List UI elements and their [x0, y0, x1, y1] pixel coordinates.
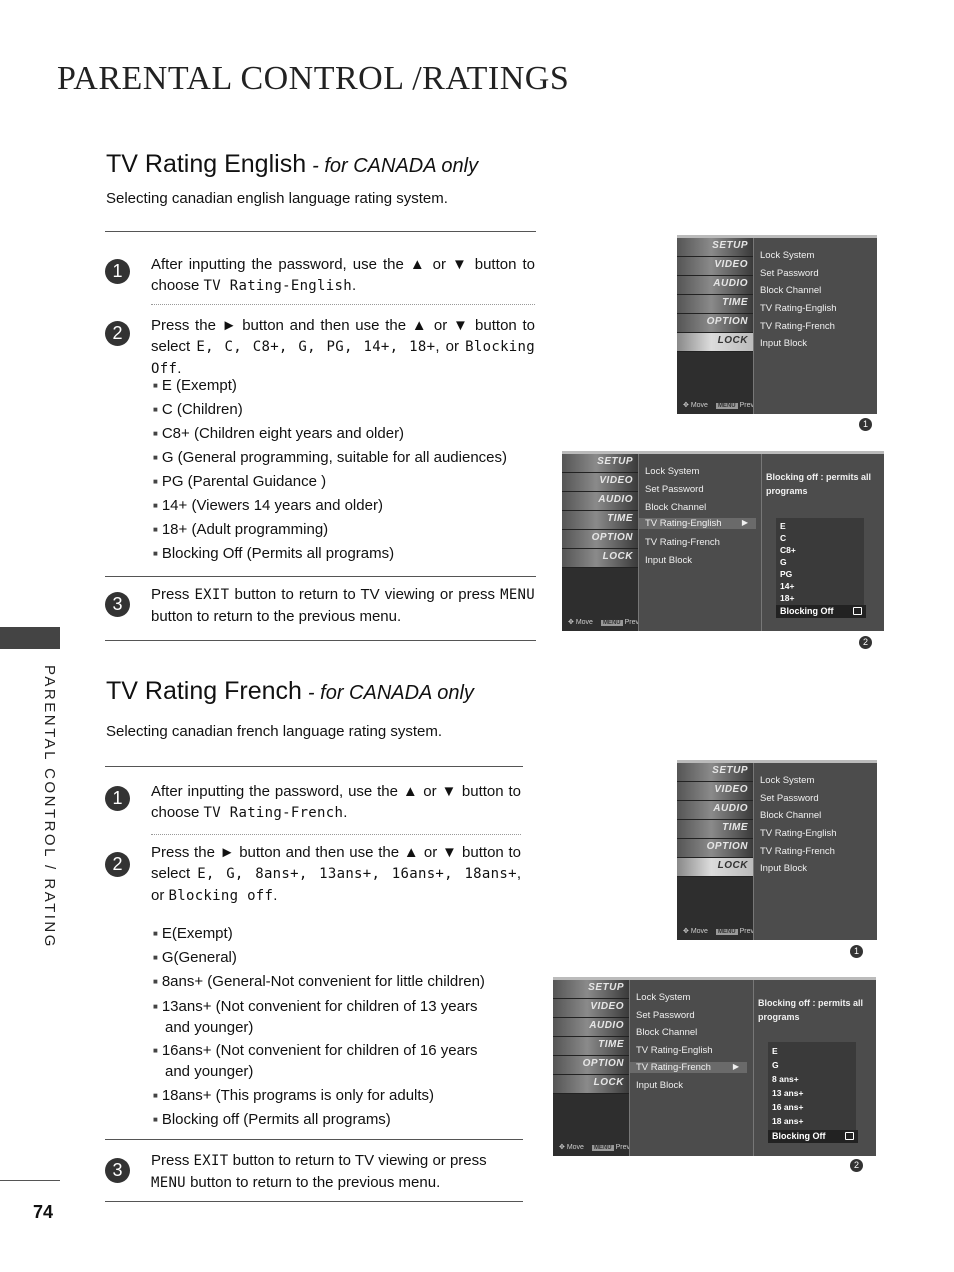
step-text: button to return to TV viewing or press [228, 1152, 487, 1169]
step-text: . [273, 887, 278, 904]
osd-menu-list [638, 454, 761, 631]
step-text: After inputting the password, use the ▲ or ▼ button to choose [151, 783, 521, 821]
osd-blocking-off: Blocking Off [776, 605, 866, 618]
osd-rating-option: 13 ans+ [772, 1088, 804, 1098]
osd-tab-column [553, 980, 629, 1156]
osd-tab-time: TIME [562, 511, 638, 530]
list-item: ■ E(Exempt) [153, 922, 503, 946]
step-keyword: MENU [500, 587, 536, 603]
osd-rating-option: 14+ [780, 581, 795, 591]
step-text: Press [151, 586, 195, 603]
english-rating-list [153, 374, 533, 566]
osd-menu-item: Block Channel [645, 502, 707, 513]
dotted-divider [151, 304, 535, 305]
step-number-2: 2 [105, 852, 130, 877]
osd-rating-option: 16 ans+ [772, 1102, 804, 1112]
step-text: , or [435, 338, 466, 355]
osd-tab-setup: SETUP [677, 763, 753, 782]
osd-menu-item: Input Block [760, 338, 807, 349]
osd-tab-audio: AUDIO [553, 1018, 629, 1037]
osd-rating-option: 18+ [780, 593, 795, 603]
osd-tab-time: TIME [553, 1037, 629, 1056]
page-title: PARENTAL CONTROL /RATINGS [57, 60, 570, 97]
step-keyword: Blocking Off [151, 339, 535, 377]
osd-tab-lock: LOCK [677, 333, 753, 352]
list-item: ■ 8ans+ (General-Not convenient for little children) [153, 970, 503, 994]
english-intro: Selecting canadian english language rating system. [106, 190, 448, 207]
osd-menu-item: Block Channel [760, 810, 822, 821]
osd-panel-text: Blocking off : permits all programs [766, 472, 872, 496]
step-text: button to return to the previous menu. [151, 608, 402, 625]
osd-tab-column [677, 238, 753, 414]
step-number-3: 3 [105, 592, 130, 617]
osd-tab-time: TIME [677, 295, 753, 314]
english-step-3 [151, 584, 535, 627]
french-heading [106, 677, 474, 706]
callout-1: 1 [859, 418, 872, 431]
osd-rating-options [776, 518, 864, 609]
step-options: E, C, C8+, G, PG, 14+, 18+ [196, 339, 436, 355]
step-text: After inputting the password, use the ▲ or ▼ button to choose [151, 256, 535, 294]
osd-tab-setup: SETUP [562, 454, 638, 473]
osd-menu-item: Lock System [760, 250, 815, 261]
osd-menu-item: TV Rating-English [760, 828, 837, 839]
side-label: PARENTAL CONTROL / RATING [41, 665, 58, 949]
step-keyword: TV Rating-French [203, 805, 344, 821]
side-tab-marker [0, 627, 60, 649]
step-text: button to return to TV viewing or press [229, 586, 501, 603]
osd-tab-option: OPTION [553, 1056, 629, 1075]
osd-tab-video: VIDEO [562, 473, 638, 492]
osd-rating-options [768, 1042, 856, 1132]
osd-rating-option: 8 ans+ [772, 1074, 799, 1084]
osd-tab-setup: SETUP [677, 238, 753, 257]
step-options: E, G, 8ans+, 13ans+, 16ans+, 18ans+ [197, 866, 517, 882]
osd-tab-lock: LOCK [677, 858, 753, 877]
osd-rating-option: E [780, 521, 786, 531]
tv-menu-screenshot-french-2 [553, 977, 876, 1156]
list-item: ■ 13ans+ (Not convenient for children of 13 years and younger) [153, 996, 503, 1038]
osd-menu-item: Lock System [645, 466, 700, 477]
osd-menu-item: TV Rating-French [645, 537, 720, 548]
list-item: ■ C8+ (Children eight years and older) [153, 422, 533, 446]
step-text: Press [151, 1152, 194, 1169]
osd-rating-option: C8+ [780, 545, 796, 555]
list-item: ■ C (Children) [153, 398, 533, 422]
callout-1: 1 [850, 945, 863, 958]
osd-menu-item: Lock System [636, 992, 691, 1003]
osd-rating-panel [753, 980, 876, 1156]
osd-menu-item-selected: TV Rating-French ▶ [630, 1062, 747, 1073]
lock-icon [853, 607, 862, 615]
english-heading-sub: - for CANADA only [312, 155, 479, 177]
step-keyword: EXIT [194, 587, 230, 603]
tv-menu-screenshot-french-1 [677, 760, 877, 940]
page-number-rule [0, 1180, 60, 1181]
english-step-1 [151, 254, 535, 297]
callout-2: 2 [859, 636, 872, 649]
divider [105, 231, 536, 232]
step-text: . [343, 804, 348, 821]
step-keyword: MENU [151, 1175, 186, 1191]
step-text: . [177, 360, 182, 377]
osd-menu-item: Lock System [760, 775, 815, 786]
osd-footer: ✥ Move MENU Prev [568, 619, 640, 626]
osd-menu-item: Block Channel [636, 1027, 698, 1038]
osd-tab-column [677, 763, 753, 940]
osd-rating-option: C [780, 533, 787, 543]
step-text: button to return to the previous menu. [185, 1174, 441, 1191]
osd-tab-option: OPTION [677, 314, 753, 333]
english-heading-text: TV Rating English [106, 150, 307, 178]
osd-menu-item: Set Password [645, 484, 704, 495]
osd-tab-audio: AUDIO [677, 276, 753, 295]
step-keyword: EXIT [193, 1153, 229, 1169]
osd-rating-option: G [772, 1060, 779, 1070]
step-number-1: 1 [105, 786, 130, 811]
osd-footer: ✥ Move MENU Prev [683, 402, 755, 409]
list-item: ■ G(General) [153, 946, 503, 970]
divider [105, 1139, 523, 1140]
divider [105, 640, 536, 641]
osd-panel-text: Blocking off : permits all programs [758, 998, 864, 1022]
divider [105, 1201, 523, 1202]
callout-2: 2 [850, 1159, 863, 1172]
osd-tab-video: VIDEO [677, 782, 753, 801]
osd-menu-item: Set Password [760, 793, 819, 804]
osd-tab-column [562, 454, 638, 631]
osd-menu-item: Input Block [760, 863, 807, 874]
osd-rating-option: PG [780, 569, 793, 579]
osd-footer: ✥ Move MENU Prev [559, 1144, 631, 1151]
list-item: ■ Blocking off (Permits all programs) [153, 1108, 503, 1132]
page-number: 74 [33, 1202, 54, 1222]
step-number-1: 1 [105, 259, 130, 284]
osd-menu-item: TV Rating-French [760, 846, 835, 857]
french-intro: Selecting canadian french language rating system. [106, 723, 443, 740]
english-step-2 [151, 315, 535, 380]
osd-menu-list [753, 238, 877, 414]
osd-menu-list [753, 763, 877, 940]
step-keyword: TV Rating-English [203, 278, 352, 294]
osd-tab-setup: SETUP [553, 980, 629, 999]
tv-menu-screenshot-english-1 [677, 235, 877, 414]
osd-menu-item: Set Password [636, 1010, 695, 1021]
osd-tab-audio: AUDIO [677, 801, 753, 820]
english-heading [106, 150, 478, 179]
list-item: ■ Blocking Off (Permits all programs) [153, 542, 533, 566]
osd-footer: ✥ Move MENU Prev [683, 928, 755, 935]
osd-menu-item: Input Block [645, 555, 692, 566]
osd-tab-video: VIDEO [553, 999, 629, 1018]
osd-blocking-off: Blocking Off [768, 1130, 858, 1143]
french-heading-sub: - for CANADA only [307, 682, 474, 704]
list-item: ■ 16ans+ (Not convenient for children of 16 years and younger) [153, 1040, 503, 1082]
osd-menu-item: TV Rating-English [760, 303, 837, 314]
osd-rating-option: 18 ans+ [772, 1116, 804, 1126]
step-text: , or [151, 865, 521, 904]
step-text: Press the ► button and then use the ▲ or ▼ button to select [151, 844, 521, 882]
list-item: ■ E (Exempt) [153, 374, 533, 398]
lock-icon [845, 1132, 854, 1140]
step-number-2: 2 [105, 321, 130, 346]
french-step-1 [151, 781, 521, 824]
osd-menu-item-selected: TV Rating-English ▶ [639, 518, 756, 529]
osd-tab-audio: AUDIO [562, 492, 638, 511]
osd-tab-option: OPTION [562, 530, 638, 549]
osd-menu-item: Block Channel [760, 285, 822, 296]
dotted-divider [151, 834, 521, 835]
step-text: Press the ► button and then use the ▲ or ▼ button to select [151, 317, 535, 355]
osd-rating-panel [761, 454, 884, 631]
divider [105, 576, 536, 577]
divider [105, 766, 523, 767]
osd-tab-option: OPTION [677, 839, 753, 858]
osd-tab-lock: LOCK [562, 549, 638, 568]
list-item: ■ 14+ (Viewers 14 years and older) [153, 494, 533, 518]
list-item: ■ G (General programming, suitable for all audiences) [153, 446, 533, 470]
osd-tab-video: VIDEO [677, 257, 753, 276]
osd-menu-list [629, 980, 754, 1156]
osd-tab-time: TIME [677, 820, 753, 839]
step-number-3: 3 [105, 1158, 130, 1183]
french-step-3 [151, 1150, 521, 1194]
tv-menu-screenshot-english-2 [562, 451, 884, 631]
osd-menu-item: Input Block [636, 1080, 683, 1091]
step-text: . [351, 277, 357, 294]
osd-rating-option: E [772, 1046, 778, 1056]
osd-rating-option: G [780, 557, 787, 567]
french-rating-list [153, 922, 503, 1132]
osd-menu-item: Set Password [760, 268, 819, 279]
list-item: ■ 18ans+ (This programs is only for adults) [153, 1084, 503, 1108]
osd-menu-item: TV Rating-French [760, 321, 835, 332]
list-item: ■ 18+ (Adult programming) [153, 518, 533, 542]
step-keyword: Blocking off [168, 888, 274, 904]
list-item: ■ PG (Parental Guidance ) [153, 470, 533, 494]
french-step-2 [151, 842, 521, 907]
french-heading-text: TV Rating French [106, 677, 302, 705]
osd-tab-lock: LOCK [553, 1075, 629, 1094]
osd-menu-item: TV Rating-English [636, 1045, 713, 1056]
